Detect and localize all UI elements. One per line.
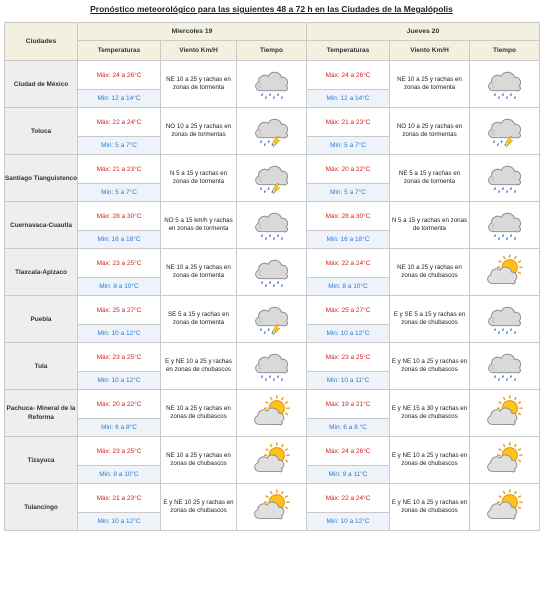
temp-min: Min: 5 a 7°C [307,137,390,155]
cloud-rain-icon [470,300,539,338]
header-temperaturas: Temperaturas [78,41,161,61]
weather-cell [237,437,307,484]
temp-max: Máx: 22 a 24°C [78,108,161,137]
weather-cell [237,484,307,531]
temp-max: Máx: 19 a 21°C [307,390,390,419]
temp-max: Máx: 21 a 23°C [78,484,161,513]
temp-max: Máx: 20 a 22°C [307,155,390,184]
table-row [5,108,540,137]
wind-text: E y NE 10 a 25 y rachas en zonas de chubascos [390,343,470,390]
temp-max: Máx: 24 a 26°C [307,61,390,90]
weather-cell [470,390,540,437]
weather-cell [470,437,540,484]
wind-text: NE 10 a 25 y rachas en zonas de tormenta [390,61,470,108]
cloud-rain-icon [237,347,306,385]
wind-text: E y NE 10 a 25 y rachas en zonas de chubascos [390,437,470,484]
table-row [5,155,540,184]
weather-cell [470,155,540,202]
sun-cloud-icon [470,254,539,290]
temp-min: Min: 9 a 11°C [307,466,390,484]
wind-text: NE 5 a 15 y rachas en zonas de tormenta [390,155,470,202]
temp-max: Máx: 21 a 23°C [307,108,390,137]
city-name: Tula [5,343,78,390]
table-row [5,61,540,90]
wind-text: NO 5 a 15 km/h y rachas en zonas de tormenta [161,202,237,249]
sun-cloud-icon [237,395,306,431]
wind-text: NO 10 a 25 y rachas en zonas de tormentas [161,108,237,155]
temp-min: Min: 8 a 10°C [78,466,161,484]
temp-min: Min: 10 a 12°C [307,513,390,531]
wind-text: N 5 a 15 y rachas en zonas de tormenta [390,202,470,249]
header-viento: Viento Km/H [390,41,470,61]
wind-text: NE 10 a 25 y rachas en zonas de chubascos [161,437,237,484]
table-row [5,202,540,231]
wind-text: NE 10 a 25 y rachas en zonas de tormenta [161,61,237,108]
temp-max: Máx: 25 a 27°C [78,296,161,325]
city-name: Tlaxcala-Apizaco [5,249,78,296]
temp-min: Min: 10 a 11°C [307,372,390,390]
table-row [5,484,540,513]
wind-text: E y SE 5 a 15 y rachas en zonas de chubascos [390,296,470,343]
wind-text: E y NE 10 a 25 y rachas en zonas de chubascos [390,484,470,531]
cloud-rain-icon [237,206,306,244]
cloud-rain-icon [470,347,539,385]
cloud-rain-icon [470,206,539,244]
city-name: Puebla [5,296,78,343]
weather-cell [470,343,540,390]
header-day-1: Miercoles 19 [78,23,307,41]
header-day-2: Jueves 20 [307,23,540,41]
temp-max: Máx: 28 a 30°C [78,202,161,231]
weather-cell [237,390,307,437]
header-tiempo: Tiempo [237,41,307,61]
weather-cell [237,296,307,343]
weather-cell [470,249,540,296]
temp-max: Máx: 20 a 22°C [78,390,161,419]
temp-min: Min: 12 a 14°C [78,90,161,108]
temp-min: Min: 5 a 7°C [307,184,390,202]
city-name: Tulancingo [5,484,78,531]
table-row [5,296,540,325]
weather-cell [237,61,307,108]
temp-min: Min: 10 a 12°C [78,325,161,343]
temp-min: Min: 6 a 8°C [78,419,161,437]
temp-min: Min: 16 a 18°C [78,231,161,249]
temp-max: Máx: 21 a 23°C [78,155,161,184]
city-name: Santiago Tianguistenco [5,155,78,202]
temp-min: Min: 6 a 8 °C [307,419,390,437]
weather-cell [470,61,540,108]
wind-text: E y NE 10 25 y rachas en zonas de chubascos [161,484,237,531]
weather-cell [237,249,307,296]
weather-cell [237,202,307,249]
temp-min: Min: 10 a 12°C [78,372,161,390]
temp-min: Min: 16 a 18°C [307,231,390,249]
city-name: Cuernavaca-Cuautla [5,202,78,249]
wind-text: NO 10 a 25 y rachas en zonas de tormentas [390,108,470,155]
temp-max: Máx: 23 a 25°C [307,343,390,372]
sun-cloud-icon [237,442,306,478]
temp-max: Máx: 22 a 24°C [307,249,390,278]
temp-max: Máx: 22 a 24°C [307,484,390,513]
table-row [5,249,540,278]
city-name: Ciudad de México [5,61,78,108]
temp-max: Máx: 23 a 25°C [78,249,161,278]
weather-cell [470,202,540,249]
header-ciudades: Ciudades [5,23,78,61]
header-tiempo: Tiempo [470,41,540,61]
weather-cell [470,484,540,531]
weather-cell [470,108,540,155]
cloud-rain-icon [237,65,306,103]
temp-min: Min: 5 a 7°C [78,184,161,202]
page-title: Pronóstico meteorológico para las siguientes 48 a 72 h en las Ciudades de la Megalópolis [90,4,453,14]
wind-text: NE 10 a 25 y rachas en zonas de chubascos [161,390,237,437]
table-row [5,390,540,419]
temp-min: Min: 10 a 12°C [78,513,161,531]
thunderstorm-icon [470,112,539,150]
temp-min: Min: 8 a 10°C [307,278,390,296]
sun-cloud-icon [470,395,539,431]
weather-cell [237,108,307,155]
header-viento: Viento Km/H [161,41,237,61]
city-name: Tizayuca [5,437,78,484]
wind-text: NE 10 a 25 y rachas en zonas de tormenta [161,249,237,296]
wind-text: N 5 a 15 y rachas en zonas de tormenta [161,155,237,202]
sun-cloud-icon [470,442,539,478]
weather-cell [237,155,307,202]
temp-min: Min: 12 a 14°C [307,90,390,108]
temp-min: Min: 8 a 10°C [78,278,161,296]
city-name: Toluca [5,108,78,155]
wind-text: E y NE 15 a 30 y rachas en zonas de chubascos [390,390,470,437]
thunderstorm-icon [237,300,306,338]
temp-max: Máx: 23 a 25°C [78,343,161,372]
table-row [5,343,540,372]
city-name: Pachuca- Mineral de la Reforma [5,390,78,437]
sun-cloud-icon [237,489,306,525]
wind-text: NE 10 a 25 y rachas en zonas de chubascos [390,249,470,296]
temp-max: Máx: 25 a 27°C [307,296,390,325]
temp-max: Máx: 24 a 26°C [78,61,161,90]
thunderstorm-icon [237,112,306,150]
sun-cloud-icon [470,489,539,525]
cloud-rain-icon [237,253,306,291]
forecast-table [4,22,540,531]
wind-text: SE 5 a 15 y rachas en zonas de tormenta [161,296,237,343]
thunderstorm-icon [237,159,306,197]
temp-min: Min: 5 a 7°C [78,137,161,155]
header-temperaturas: Temperaturas [307,41,390,61]
cloud-rain-icon [470,159,539,197]
temp-max: Máx: 24 a 26°C [307,437,390,466]
weather-cell [470,296,540,343]
temp-max: Máx: 23 a 25°C [78,437,161,466]
cloud-rain-icon [470,65,539,103]
weather-cell [237,343,307,390]
temp-max: Máx: 28 a 30°C [307,202,390,231]
table-row [5,437,540,466]
wind-text: E y NE 10 a 25 y rachas en zonas de chubascos [161,343,237,390]
temp-min: Min: 10 a 12°C [307,325,390,343]
